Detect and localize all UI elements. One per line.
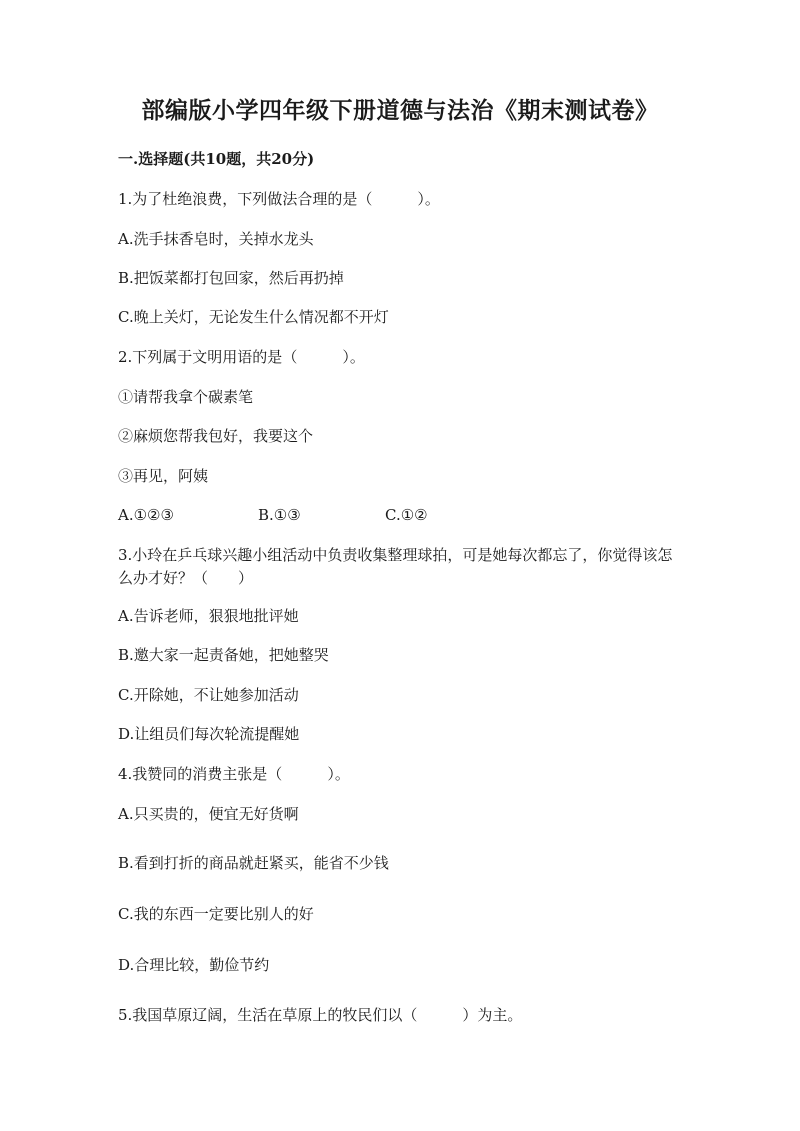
question-3-option-a: A.告诉老师，狠狠地批评她: [118, 607, 299, 625]
question-5-stem: 5.我国草原辽阔，生活在草原上的牧民们以（ ）为主。: [118, 1006, 523, 1024]
question-2-item-1: ①请帮我拿个碳素笔: [118, 388, 254, 406]
section-heading: 一.选择题(共10题，共20分): [118, 150, 315, 168]
question-3-option-c: C.开除她，不让她参加活动: [118, 686, 299, 704]
question-2-item-2: ②麻烦您帮我包好，我要这个: [118, 427, 314, 445]
question-4-option-c: C.我的东西一定要比别人的好: [118, 905, 314, 923]
question-2-item-3: ③再见，阿姨: [118, 467, 209, 485]
page-title: 部编版小学四年级下册道德与法治《期末测试卷》: [141, 97, 659, 124]
question-3-stem: 3.小玲在乒乓球兴趣小组活动中负责收集整理球拍，可是她每次都忘了，你觉得该怎么办才好？（ ）: [118, 546, 673, 587]
question-1-stem: 1.为了杜绝浪费，下列做法合理的是（ ）。: [118, 190, 440, 208]
question-4-option-b: B.看到打折的商品就赶紧买，能省不少钱: [118, 854, 389, 872]
question-3-option-b: B.邀大家一起责备她，把她整哭: [118, 646, 329, 664]
question-3-option-d: D.让组员们每次轮流提醒她: [118, 725, 300, 743]
question-2-option-b: B.①③: [258, 506, 301, 524]
question-2-stem: 2.下列属于文明用语的是（ ）。: [118, 348, 365, 366]
question-4-stem: 4.我赞同的消费主张是（ ）。: [118, 765, 350, 783]
question-1-option-c: C.晚上关灯，无论发生什么情况都不开灯: [118, 308, 389, 326]
question-1-option-b: B.把饭菜都打包回家，然后再扔掉: [118, 269, 344, 287]
question-2-option-a: A.①②③: [118, 506, 174, 524]
question-4-option-a: A.只买贵的，便宜无好货啊: [118, 805, 299, 823]
question-2-option-c: C.①②: [385, 506, 428, 524]
question-4-option-d: D.合理比较，勤俭节约: [118, 956, 270, 974]
question-1-option-a: A.洗手抹香皂时，关掉水龙头: [118, 230, 314, 248]
